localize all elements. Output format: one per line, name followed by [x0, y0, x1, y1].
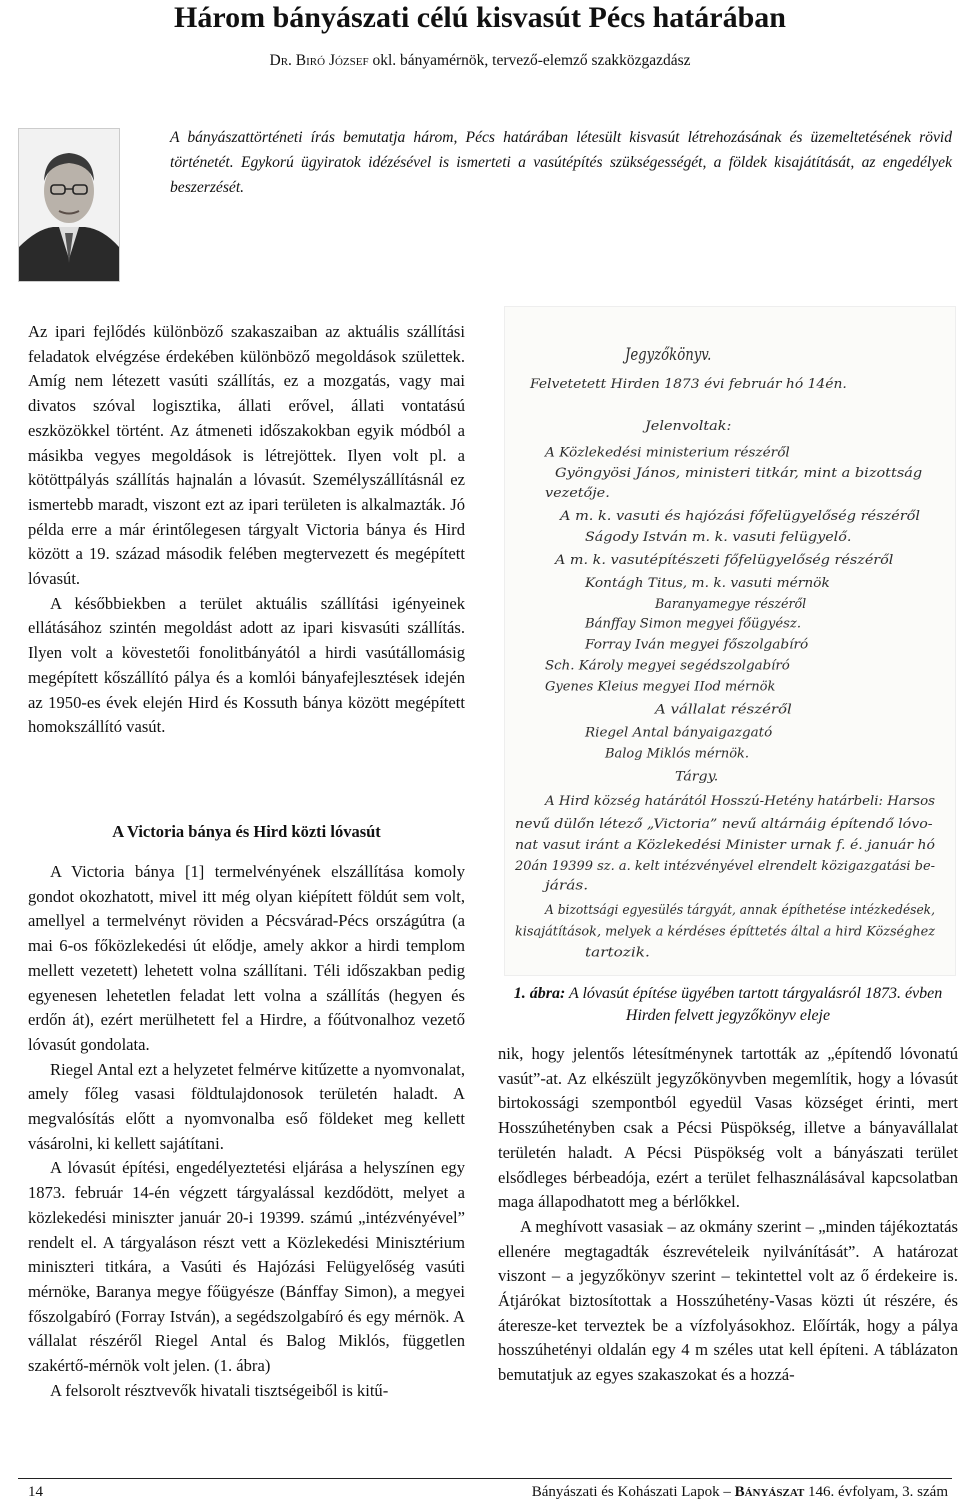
paragraph: A lóvasút építési, engedélyeztetési eljárása a helyszínen egy 1873. február 14-én végzett tárgyalással kezdődött, melyet a közlekedési miniszter január 20-i 19399. számú „intézvényével” rendelt el. A tárgyaláson részt vett a Közlekedési Minisztérium miniszteri titkára, a Vasúti és Hajózási Felügyelőség vasúti mérnöke, Baranya megye főügyésze (Bánffay Simon), a megyei főszolgabíró (Forray István), a segédszolgabíró és egy mérnök. A vállalat részéről Riegel Antal és Balog Miklós, független szakértő-mérnök volt jelen. (1. ábra)	[28, 1158, 465, 1376]
section-heading: A Victoria bánya és Hird közti lóvasút	[112, 822, 381, 841]
author-credentials: okl. bányamérnök, tervező-elemző szakközgazdász	[368, 52, 691, 69]
handwriting-line: A m. k. vasuti és hajózási főfelügyelőség részéről	[558, 508, 920, 524]
paragraph: Riegel Antal ezt a helyzetet felmérve kitűzette a nyomvonalat, amely főleg vasasi földtulajdonosok területén haladt. A megvalósítás előtt a nyomvonalba eső földeket meg kellett vásárolni, ki kellett sajátítani.	[28, 1059, 465, 1153]
handwriting-line: Sch. Károly megyei segédszolgabíró	[545, 658, 790, 674]
author-line	[0, 50, 960, 72]
left-column-intro	[28, 320, 465, 740]
handwriting-line: nevű dülőn létező „Victoria” nevű altárnáig építendő lóvo-	[515, 816, 933, 832]
handwriting-line: 20án 19399 sz. a. kelt intézvényével elrendelt közigazgatási be-	[514, 859, 935, 875]
handwriting-line: kisajátítások, melyek a kérdéses építtetés által a hird Községhez	[515, 924, 936, 940]
handwriting-line: A Hird község határától Hosszú-Hetény határbeli: Harsos	[543, 794, 936, 810]
handwriting-line: Tárgy.	[675, 769, 719, 785]
article-title: Három bányászati célú kisvasút Pécs határában	[174, 1, 786, 34]
right-column	[498, 1042, 958, 1388]
paragraph: A meghívott vasasiak – az okmány szerint – „minden tájékoztatás ellenére megtagadták észrevételeik nyilvánítását”. A határozat viszont – a jegyzőkönyv szerint – tekintettel volt az ő érdekeire is. Átjárókat biztosítottak a Hosszúhetény-Vasas közti út részére, és áteresze-ket terveztek be a vízfolyásokhoz. Előírták, hogy a pálya hosszúhetényi oldalán egy 4 m széles utat kell építeni. A táblázaton bemutatjuk az egyes szakaszokat és a hozzá-	[498, 1216, 958, 1385]
handwriting-line: A Közlekedési ministerium részéről	[543, 445, 790, 461]
author-name: Dr. Biró József	[269, 52, 369, 69]
handwriting-line: Jelenvoltak:	[641, 419, 732, 435]
paragraph: A felsorolt résztvevők hivatali tisztségeiből is kitű-	[50, 1380, 389, 1400]
figure-caption	[498, 983, 958, 1027]
handwriting-line: Balog Miklós mérnök.	[604, 746, 749, 762]
handwritten-document-figure	[504, 306, 956, 976]
paragraph: A későbbiekben a terület aktuális szállítási igényeinek ellátásához szintén megoldást adott az ipari kisvasúti szállítás. Ilyen volt a kövestetői fonolitbányától a hirdi vasútállomásig megépített kőszállító pálya és a komlói bányafejlesztések idején az 1950-es évek elején Hird és Kossuth bánya között megépített homokszállító vasút.	[28, 593, 465, 737]
handwriting-line: A vállalat részéről	[653, 702, 792, 718]
figure-caption-text: A lóvasút építése ügyében tartott tárgyalásról 1873. évben Hirden felvett jegyzőkönyv eleje	[565, 985, 943, 1024]
paragraph: A Victoria bánya [1] termelvényének elszállítása komoly gondot okozhatott, mivel itt még olyan kiépített földút sem volt, amellyel a termelvényt röviden a Pécsvárad-Pécs országútra (a mai 6-os főközlekedési út elődje, amely akkor a hirdi templom mellett vezetett) lehetett volna szállítani. Téli időszakban pedig egyenesen lehetetlen feladat lett volna a szállítás (hegyen és erdőn át), ezért merülhetett fel a Hirdre, a főútvonalhoz vezető lóvasút gondolata.	[28, 862, 465, 1054]
paragraph: nik, hogy jelentős létesítménynek tartották az „építendő lóvonatú vasút”-at. Az elkészült jegyzőkönyvben megemlítik, hogy a lóvasút birtokossági szempontból egyedül Vasas községet érinti, mert Hosszúhetényben csak a Pécsi Püspökség, illetve a bányavállalat területén haladt. A Pécsi Püspökség volt a bányászati terület elsődleges bérbeadója, ezért a terület felhasználásával kapcsolatban maga állapodhatott meg a bérlőkkel.	[498, 1044, 958, 1212]
page-number: 14	[28, 1484, 43, 1500]
handwriting-line: Forray Iván megyei főszolgabíró	[583, 637, 809, 653]
handwriting-line: Gyöngyösi János, ministeri titkár, mint a bizottság	[555, 465, 923, 481]
handwriting-line: nat vasut iránt a Közlekedési Minister urnak f. é. január hó	[515, 838, 936, 854]
handwriting-line: Felvetetett Hirden 1873 évi február hó 14én.	[528, 376, 847, 392]
handwriting-line: járás.	[541, 878, 589, 894]
handwriting-line: Jegyzőkönyv.	[622, 344, 712, 365]
figure-label: 1. ábra:	[513, 985, 566, 1002]
handwriting-line: tartozik.	[585, 945, 650, 961]
journal-footer	[532, 1484, 948, 1501]
handwriting-line: Riegel Antal bányaigazgató	[583, 725, 773, 741]
journal-name: Bányászati és Kohászati Lapok –	[531, 1484, 735, 1500]
handwriting-line: Baranyamegye részéről	[654, 596, 807, 612]
journal-section: Bányászat	[734, 1484, 805, 1500]
handwriting-line: Kontágh Titus, m. k. vasuti mérnök	[583, 575, 830, 591]
handwritten-document-image	[505, 307, 955, 975]
handwriting-line: Gyenes Kleius megyei IIod mérnök	[545, 679, 776, 695]
handwriting-line: A bizottsági egyesülés tárgyát, annak építhetése intézkedések,	[544, 903, 935, 919]
handwriting-line: vezetője.	[545, 486, 610, 502]
author-photo	[18, 128, 120, 282]
handwriting-line: Ságody István m. k. vasuti felügyelő.	[585, 530, 852, 546]
abstract: A bányászattörténeti írás bemutatja három, Pécs határában létesült kisvasút létrehozásának és üzemeltetésének rövid történetét. Egykorú ügyiratok idézésével is ismerteti a vasútépítés szükségességét, a földek kisajátítását, az engedélyek beszerzését.	[170, 129, 952, 196]
paragraph: Az ipari fejlődés különböző szakaszaiban az aktuális szállítási feladatok elvégzése érdekében különböző megoldások születtek. Amíg nem létezett vasúti szállítás, ez a mozgatás, vagy mai divatos szóval logisztika, állati erővel, állati vontatású eszközökkel történt. Az átmeneti időszakokban egyik módból a másikba vegyes megoldások is létrejöttek. Ilyen volt pl. a kötöttpályás szállítás hajnalán a lóvasút. Személyszállításnál ez ismertebb maradt, viszont ezt az ipari területen is alkalmazták. Jó példa erre a már érintőlegesen tárgyalt Victoria bánya és Hird között a 19. század második felében megtervezett és megépített lóvasút.	[28, 322, 465, 589]
left-column-section	[28, 860, 465, 1403]
handwriting-line: A m. k. vasutépítészeti főfelügyelőség részéről	[553, 552, 894, 568]
footer-rule	[18, 1478, 952, 1479]
journal-issue: 146. évfolyam, 3. szám	[804, 1484, 948, 1500]
handwriting-line: Bánffay Simon megyei főügyész.	[583, 616, 801, 632]
